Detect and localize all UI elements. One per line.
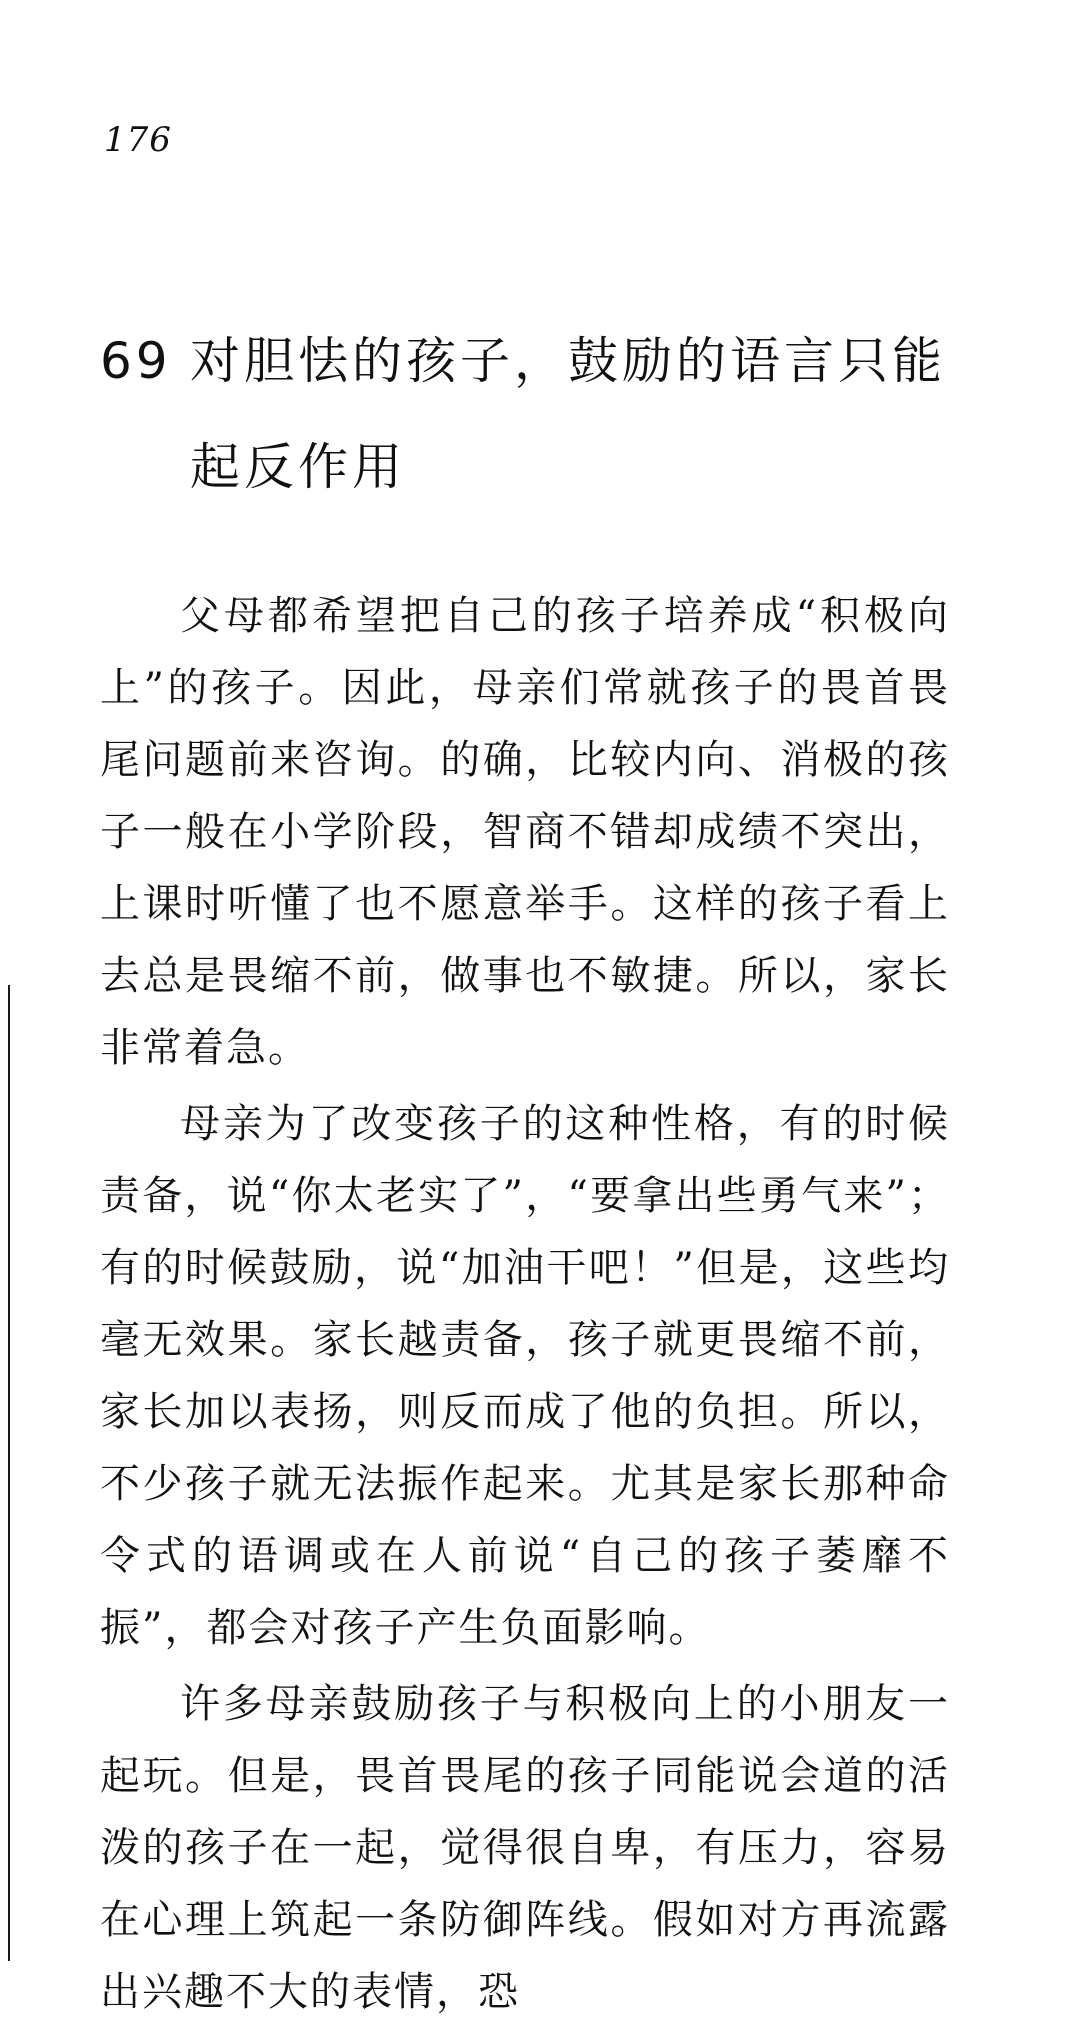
paragraph-1: 父母都希望把自己的孩子培养成“积极向上”的孩子。因此，母亲们常就孩子的畏首畏尾问题前来咨询。的确，比较内向、消极的孩子一般在小学阶段，智商不错却成绩不突出，上课时听懂了也不愿意举手。这样的孩子看上去总是畏缩不前，做事也不敏捷。所以，家长非常着急。 (100, 593, 950, 1071)
paragraph-3: 许多母亲鼓励孩子与积极向上的小朋友一起玩。但是，畏首畏尾的孩子同能说会道的活泼的孩子在一起，觉得很自卑，有压力，容易在心理上筑起一条防御阵线。假如对方再流露出兴趣不大的表情，恐 (100, 1681, 950, 2015)
chapter-number: 69 (100, 332, 172, 390)
scan-margin-line (8, 985, 10, 1961)
paragraph-2: 母亲为了改变孩子的这种性格，有的时候责备，说“你太老实了”，“要拿出些勇气来”；有的时候鼓励，说“加油干吧！”但是，这些均毫无效果。家长越责备，孩子就更畏缩不前，家长加以表扬，则反而成了他的负担。所以，不少孩子就无法振作起来。尤其是家长那种命令式的语调或在人前说“自己的孩子萎靡不振”，都会对孩子产生负面影响。 (100, 1101, 950, 1651)
chapter-title: 对胆怯的孩子，鼓励的语言只能起反作用 (190, 332, 946, 496)
chapter-heading (100, 308, 960, 520)
page-number: 176 (104, 120, 172, 160)
body-text (100, 580, 950, 2032)
